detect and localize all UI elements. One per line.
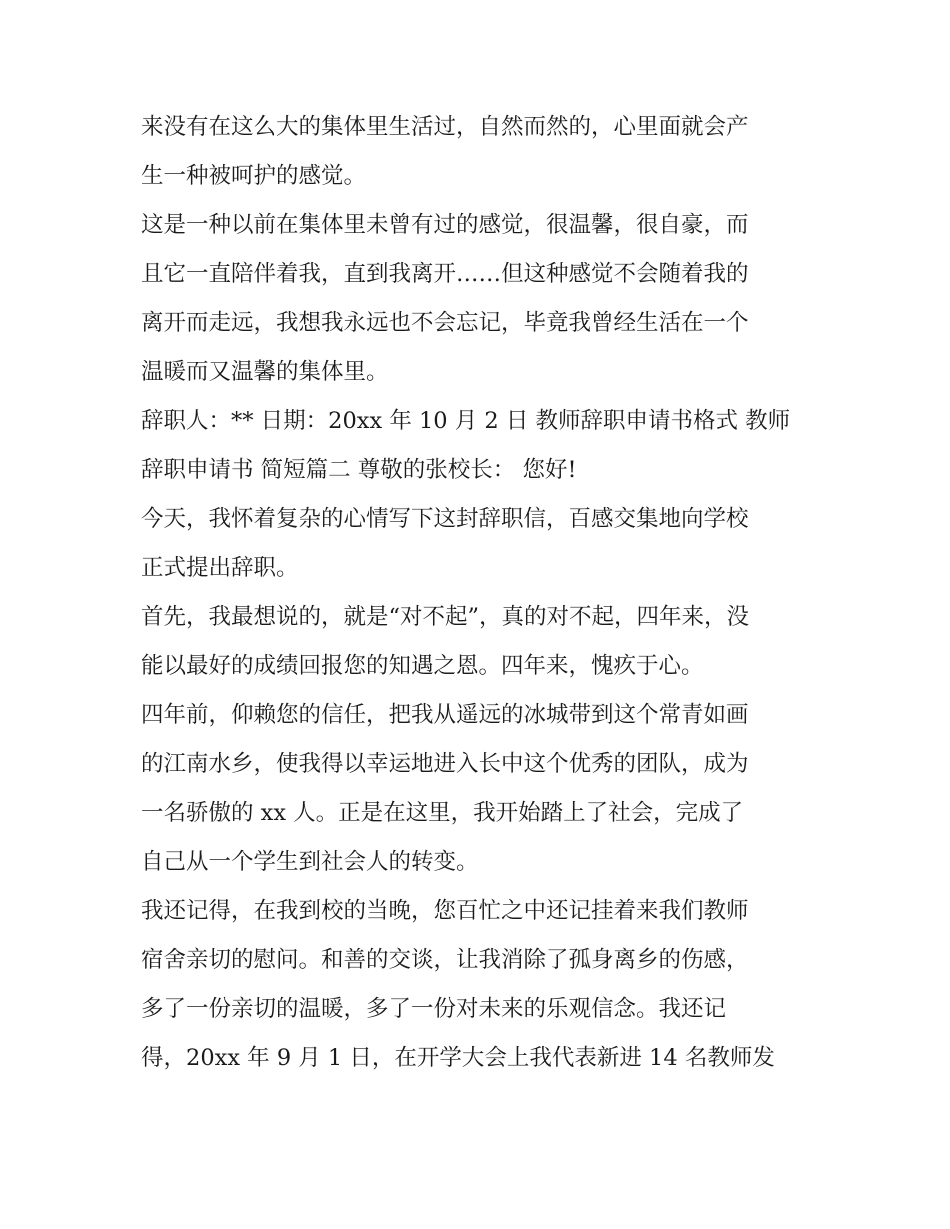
text-line: 的江南水乡，使我得以幸运地进入长中这个优秀的团队，成为 (141, 751, 749, 777)
text-line: 宿舍亲切的慰问。和善的交谈，让我消除了孤身离乡的伤感， (141, 947, 749, 973)
text-line: 辞职人：** 日期：20xx 年 10 月 2 日 教师辞职申请书格式 教师 (141, 408, 791, 434)
text-line: 正式提出辞职。 (141, 555, 299, 581)
text-line: 得，20xx 年 9 月 1 日，在开学大会上我代表新进 14 名教师发 (141, 1045, 775, 1071)
text-line: 首先，我最想说的，就是“对不起”，真的对不起，四年来，没 (141, 604, 750, 630)
document-body (141, 103, 821, 1083)
paragraph-2 (141, 201, 821, 397)
text-line: 来没有在这么大的集体里生活过，自然而然的，心里面就会产 (141, 114, 749, 140)
text-line: 离开而走远，我想我永远也不会忘记，毕竟我曾经生活在一个 (141, 310, 749, 336)
text-line: 温暖而又温馨的集体里。 (141, 359, 389, 385)
paragraph-6 (141, 691, 821, 887)
paragraph-5 (141, 593, 821, 691)
text-line: 多了一份亲切的温暖，多了一份对未来的乐观信念。我还记 (141, 996, 727, 1022)
text-line: 生一种被呵护的感觉。 (141, 163, 367, 189)
paragraph-4 (141, 495, 821, 593)
text-line: 能以最好的成绩回报您的知遇之恩。四年来，愧疚于心。 (141, 653, 704, 679)
text-line: 且它一直陪伴着我，直到我离开……但这种感觉不会随着我的 (141, 261, 749, 287)
text-line: 四年前，仰赖您的信任，把我从遥远的冰城带到这个常青如画 (141, 702, 749, 728)
text-line: 自己从一个学生到社会人的转变。 (141, 849, 479, 875)
text-line: 一名骄傲的 xx 人。正是在这里，我开始踏上了社会，完成了 (141, 800, 744, 826)
paragraph-7 (141, 887, 821, 1083)
text-line: 辞职申请书 简短篇二 尊敬的张校长： 您好! (141, 457, 577, 483)
text-line: 我还记得，在我到校的当晚，您百忙之中还记挂着来我们教师 (141, 898, 749, 924)
paragraph-signature (141, 397, 821, 495)
text-line: 这是一种以前在集体里未曾有过的感觉，很温馨，很自豪，而 (141, 212, 749, 238)
text-line: 今天，我怀着复杂的心情写下这封辞职信，百感交集地向学校 (141, 506, 749, 532)
paragraph-1 (141, 103, 821, 201)
